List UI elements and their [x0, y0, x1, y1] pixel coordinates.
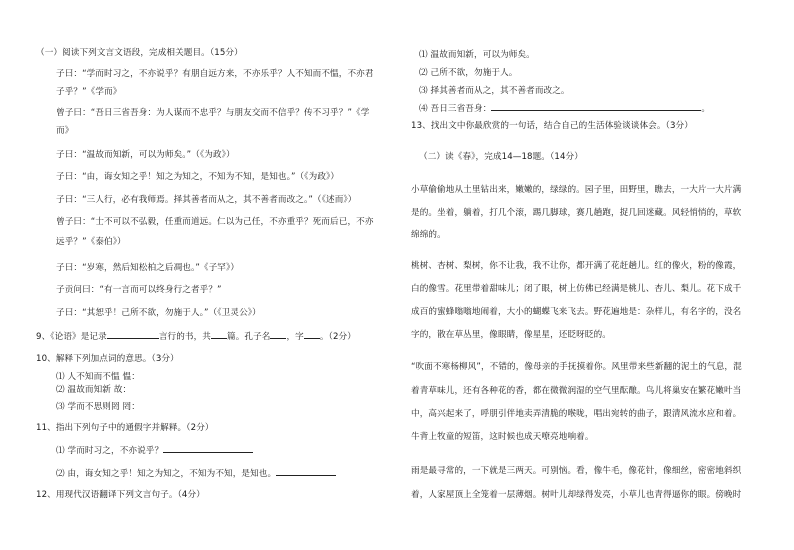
passage-line: “吹面不寒杨柳风”，不错的，像母亲的手抚摸着你。风里带来些新翻的泥土的气息，混	[411, 362, 742, 372]
question-12-header: 12、用现代汉语翻译下列文言句子。（4分）	[36, 490, 205, 500]
passage-line: 桃树、杏树、梨树，你不让我，我不让你，都开满了花赶趟儿。红的像火，粉的像霞，	[411, 261, 742, 271]
passage-line: 而》	[56, 126, 74, 136]
passage-line: 雨是最寻常的，一下就是三两天。可别恼。看，像牛毛，像花针，像细丝，密密地斜织	[411, 466, 742, 476]
passage-line: 子曰：“岁寒，然后知松柏之后凋也。”《子罕》）	[56, 263, 240, 273]
passage-line: 绵绵的。	[411, 230, 446, 240]
section2-header: （二）读《春》，完成14—18题。（14分）	[419, 152, 583, 162]
question-11-item: ⑴ 学而时习之，不亦说乎？	[56, 443, 253, 456]
passage-line: 着，人家屋顶上全笼着一层薄烟。树叶儿却绿得发亮，小草儿也青得逼你的眼。傍晚时	[411, 490, 742, 500]
question-9: 9、《论语》是记录 言行的书，共 篇。孔子名 ，字 。（2分）	[36, 329, 356, 342]
passage-line: 曾子曰：“吾日三省吾身：为人谋而不忠乎？与朋友交而不信乎？传不习乎？”《学	[56, 108, 370, 118]
translation-item: ⑴ 温故而知新，可以为师矣。	[419, 50, 535, 60]
answer-blank[interactable]	[276, 466, 336, 476]
passage-line: 子曰：“三人行，必有我师焉。择其善者而从之，其不善者而改之。”（《述而》）	[56, 195, 357, 205]
passage-line: 远乎？”《泰伯》）	[56, 237, 126, 247]
passage-line: 子曰：“由，诲女知之乎！知之为知之，不知为不知，是知也。”（《为政》）	[56, 172, 340, 182]
question-10-header: 10、解释下列加点词的意思。（3分）	[36, 354, 179, 364]
section1-header: （一）阅读下列文言文语段，完成相关题目。（15分）	[36, 48, 243, 58]
answer-blank[interactable]	[270, 329, 286, 339]
question-10-item: ⑵ 温故而知新 故：	[56, 385, 132, 395]
question-10-item: ⑶ 学而不思则罔 罔：	[56, 402, 140, 412]
passage-line: 曾子曰：“士不可以不弘毅，任重而道远。仁以为己任，不亦重乎？死而后已，不亦	[56, 217, 374, 227]
passage-line: 小草偷偷地从土里钻出来，嫩嫩的，绿绿的。园子里，田野里，瞧去，一大片一大片满	[411, 185, 742, 195]
translation-item: ⑷ 吾日三省吾身： 。	[419, 101, 710, 114]
question-13: 13、找出文中你最欣赏的一句话，结合自己的生活体验谈谈体会。（3分）	[411, 121, 693, 131]
passage-line: 着青草味儿，还有各种花的香，都在微微润湿的空气里酝酿。鸟儿将巢安在繁花嫩叶当	[411, 386, 742, 396]
answer-blank[interactable]	[107, 329, 159, 339]
passage-line: 子曰：“其恕乎！己所不欲，勿施于人。”（《卫灵公》）	[56, 308, 261, 318]
answer-blank[interactable]	[163, 443, 253, 453]
question-11-header: 11、指出下列句子中的通假字并解释。（2分）	[36, 423, 214, 433]
passage-line: 子曰：“学而时习之，不亦说乎？有朋自远方来，不亦乐乎？人不知而不愠，不亦君	[56, 69, 374, 79]
passage-line: 子贡问曰：“有一言而可以终身行之者乎？”	[56, 285, 222, 295]
passage-line: 子乎？”《学而》	[56, 87, 122, 97]
passage-line: 白的像雪。花里带着甜味儿；闭了眼，树上仿佛已经满是桃儿、杏儿、梨儿。花下成千	[411, 284, 742, 294]
passage-line: 字的，散在草丛里，像眼睛，像星星，还眨呀眨的。	[411, 330, 611, 340]
passage-line: 成百的蜜蜂嗡嗡地闹着，大小的蝴蝶飞来飞去。野花遍地是：杂样儿，有名字的，没名	[411, 307, 742, 317]
translation-item: ⑵ 己所不欲，勿施于人。	[419, 68, 518, 78]
passage-line: 子曰：“温故而知新，可以为师矣。”（《为政》）	[56, 150, 235, 160]
passage-line: 是的。坐着，躺着，打几个滚，踢几脚球，赛几趟跑，捉几回迷藏。风轻悄悄的，草软	[411, 208, 742, 218]
answer-blank[interactable]	[211, 329, 227, 339]
question-10-item: ⑴ 人不知而不愠 愠：	[56, 372, 140, 382]
question-11-item: ⑵ 由，诲女知之乎！知之为知之，不知为不知，是知也。	[56, 466, 336, 479]
passage-line: 牛背上牧童的短笛，这时候也成天嘹亮地响着。	[411, 432, 594, 442]
passage-line: 中，高兴起来了，呼朋引伴地卖弄清脆的喉咙，唱出宛转的曲子，跟清风流水应和着。	[411, 409, 742, 419]
answer-blank[interactable]	[491, 101, 701, 111]
answer-blank[interactable]	[304, 329, 320, 339]
translation-item: ⑶ 择其善者而从之，其不善者而改之。	[419, 86, 570, 96]
